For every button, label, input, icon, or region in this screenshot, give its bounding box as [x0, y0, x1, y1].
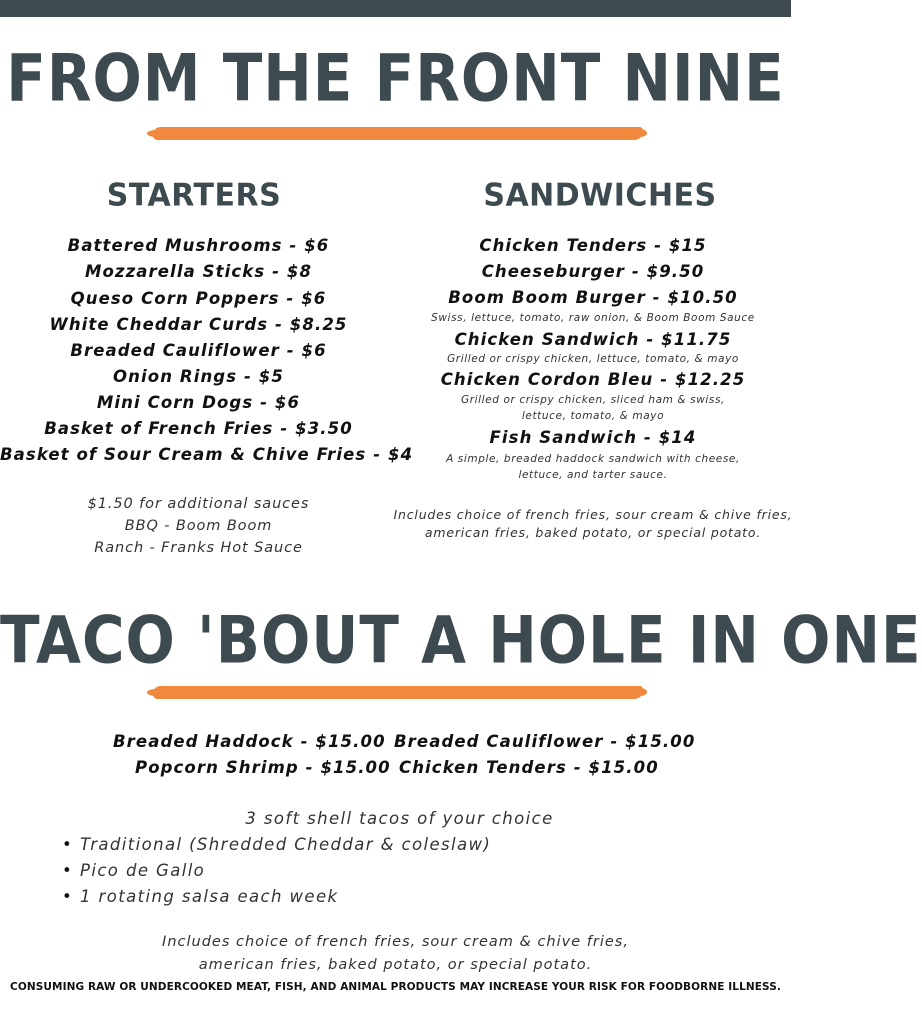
starter-item: White Cheddar Curds - $8.25	[49, 315, 348, 334]
starter-item: Basket of French Fries - $3.50	[44, 419, 353, 438]
section-title-tacos: TACO 'BOUT A HOLE IN ONE	[0, 601, 922, 679]
taco-item-breaded-haddock: Breaded Haddock - $15.00	[113, 732, 386, 751]
starter-item: Battered Mushrooms - $6	[67, 236, 330, 255]
bullet-dot: •	[62, 887, 74, 906]
starter-item: Queso Corn Poppers - $6	[70, 289, 327, 308]
boom-boom-burger-description: Swiss, lettuce, tomato, raw onion, & Boom Boom Sauce	[431, 312, 755, 324]
starter-item: Basket of Sour Cream & Chive Fries - $4	[0, 445, 414, 464]
sandwich-sides-note: american fries, baked potato, or special potato.	[424, 525, 762, 540]
cordon-bleu-description: lettuce, tomato, & mayo	[521, 410, 665, 422]
starter-item: Mini Corn Dogs - $6	[96, 393, 301, 412]
sandwich-sides-note: Includes choice of french fries, sour cream & chive fries,	[393, 507, 793, 522]
sandwich-item-cordon-bleu: Chicken Cordon Bleu - $12.25	[440, 370, 746, 389]
sandwich-item-cheeseburger: Cheeseburger - $9.50	[481, 262, 705, 281]
foodborne-illness-disclaimer: CONSUMING RAW OR UNDERCOOKED MEAT, FISH, AND ANIMAL PRODUCTS MAY INCREASE YOUR RISK FOR FOODBORNE ILLNESS.	[10, 981, 781, 993]
taco-item-chicken-tenders: Chicken Tenders - $15.00	[399, 758, 659, 777]
taco-sides-note: Includes choice of french fries, sour cream & chive fries,	[162, 934, 629, 950]
sauce-list-line: Ranch - Franks Hot Sauce	[94, 540, 303, 556]
taco-option	[62, 861, 205, 880]
bullet-dot: •	[62, 861, 74, 880]
starter-item: Onion Rings - $5	[113, 367, 284, 386]
chicken-sandwich-description: Grilled or crispy chicken, lettuce, tomato, & mayo	[447, 353, 739, 365]
sandwich-item-fish-sandwich: Fish Sandwich - $14	[489, 428, 697, 447]
sandwich-item-chicken-sandwich: Chicken Sandwich - $11.75	[454, 330, 732, 349]
starters-heading: STARTERS	[106, 177, 282, 214]
taco-intro: 3 soft shell tacos of your choice	[245, 809, 554, 828]
top-bar	[0, 0, 791, 17]
starter-item: Mozzarella Sticks - $8	[84, 262, 313, 281]
taco-option-label: Pico de Gallo	[80, 861, 206, 880]
taco-item-popcorn-shrimp: Popcorn Shrimp - $15.00	[135, 758, 391, 777]
sandwich-item-chicken-tenders: Chicken Tenders - $15	[479, 236, 707, 255]
fish-sandwich-description: A simple, breaded haddock sandwich with cheese,	[446, 453, 740, 465]
orange-brush-divider	[153, 127, 643, 140]
sandwiches-heading: SANDWICHES	[483, 177, 717, 214]
sauce-list-line: BBQ - Boom Boom	[124, 518, 273, 534]
cordon-bleu-description: Grilled or crispy chicken, sliced ham & swiss,	[460, 394, 725, 406]
taco-option	[62, 835, 491, 854]
section-title-front-nine: FROM THE FRONT NINE	[6, 39, 785, 117]
fish-sandwich-description: lettuce, and tarter sauce.	[518, 469, 668, 481]
taco-item-breaded-cauliflower: Breaded Cauliflower - $15.00	[394, 732, 696, 751]
sandwich-item-boom-boom-burger: Boom Boom Burger - $10.50	[448, 288, 738, 307]
starter-item: Breaded Cauliflower - $6	[70, 341, 327, 360]
taco-sides-note: american fries, baked potato, or special potato.	[198, 957, 593, 973]
orange-brush-divider	[153, 686, 643, 699]
taco-option-label: Traditional (Shredded Cheddar & coleslaw)	[80, 835, 492, 854]
taco-option	[62, 887, 338, 906]
taco-option-label: 1 rotating salsa each week	[80, 887, 339, 906]
bullet-dot: •	[62, 835, 74, 854]
sauce-note: $1.50 for additional sauces	[87, 496, 310, 512]
